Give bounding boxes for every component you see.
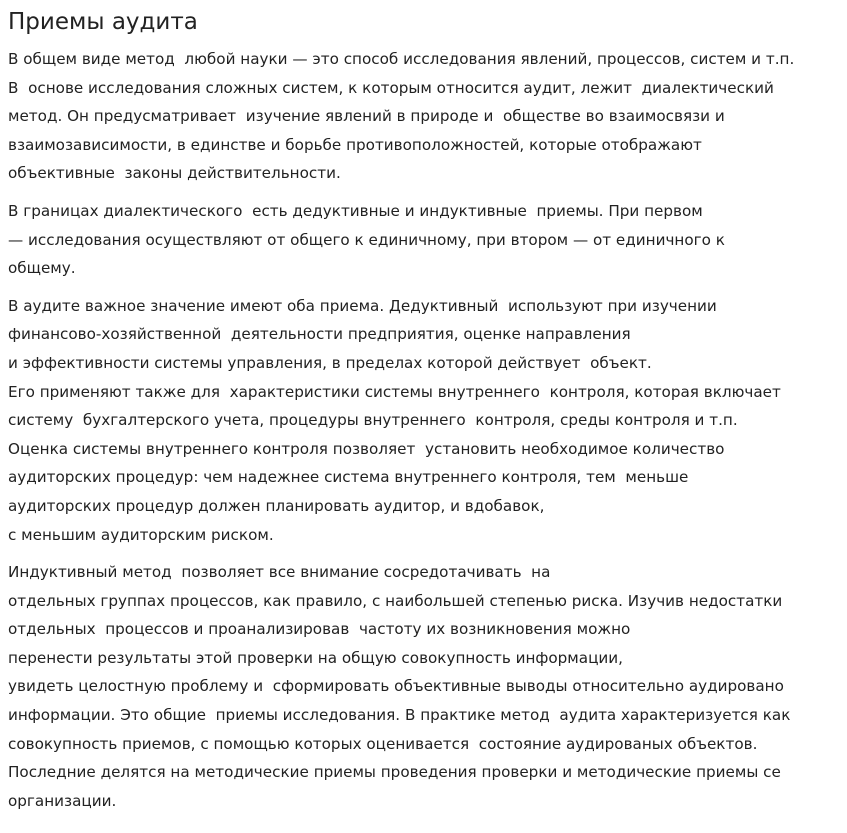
text-line: объективные законы действительности. bbox=[8, 164, 341, 183]
text-line: Индуктивный метод позволяет все внимание сосредотачивать на bbox=[8, 563, 551, 582]
paragraph-deductive-method bbox=[8, 292, 847, 549]
text-line: Оценка системы внутреннего контроля позволяет установить необходимое количество bbox=[8, 439, 725, 458]
text-line: Его применяют также для характеристики системы внутреннего контроля, которая включает bbox=[8, 382, 781, 401]
text-line: аудиторских процедур должен планировать аудитор, и вдобавок, bbox=[8, 496, 545, 515]
text-line: В границах диалектического есть дедуктивные и индуктивные приемы. При первом bbox=[8, 201, 703, 220]
text-line: финансово-хозяйственной деятельности предприятия, оценке направления bbox=[8, 325, 631, 344]
text-line: общему. bbox=[8, 259, 76, 278]
paragraph-inductive-method bbox=[8, 558, 847, 815]
text-line: информации. Это общие приемы исследования. В практике метод аудита характеризуется как bbox=[8, 706, 791, 725]
paragraph-dialectical-method bbox=[8, 45, 847, 188]
text-line: метод. Он предусматривает изучение явлений в природе и обществе во взаимосвязи и bbox=[8, 107, 725, 126]
text-line: В общем виде метод любой науки — это способ исследования явлений, процессов, систем и т.п. bbox=[8, 50, 795, 68]
text-line: систему бухгалтерского учета, процедуры внутреннего контроля, среды контроля и т.п. bbox=[8, 411, 738, 430]
text-line: отдельных процессов и проанализировав частоту их возникновения можно bbox=[8, 620, 631, 639]
text-line: Последние делятся на методические приемы проведения проверки и методические приемы се bbox=[8, 763, 781, 782]
text-line: перенести результаты этой проверки на общую совокупность информации, bbox=[8, 648, 623, 667]
text-line: и эффективности системы управления, в пределах которой действует объект. bbox=[8, 353, 652, 372]
text-line: В основе исследования сложных систем, к которым относится аудит, лежит диалектический bbox=[8, 78, 774, 97]
text-line: увидеть целостную проблему и сформировать объективные выводы относительно аудировано bbox=[8, 677, 784, 696]
text-line: с меньшим аудиторским риском. bbox=[8, 525, 274, 544]
paragraph-deductive-inductive bbox=[8, 197, 847, 283]
text-line: — исследования осуществляют от общего к единичному, при втором — от единичного к bbox=[8, 230, 725, 249]
text-line: отдельных группах процессов, как правило, с наибольшей степенью риска. Изучив недостатки bbox=[8, 591, 783, 610]
text-line: аудиторских процедур: чем надежнее система внутреннего контроля, тем меньше bbox=[8, 468, 689, 487]
text-line: совокупность приемов, с помощью которых оценивается состояние аудированых объектов. bbox=[8, 734, 758, 753]
text-line: организации. bbox=[8, 791, 117, 810]
page-title: Приемы аудита bbox=[8, 9, 198, 35]
text-line: В аудите важное значение имеют оба приема. Дедуктивный используют при изучении bbox=[8, 296, 717, 315]
text-line: взаимозависимости, в единстве и борьбе противоположностей, которые отображают bbox=[8, 135, 702, 154]
